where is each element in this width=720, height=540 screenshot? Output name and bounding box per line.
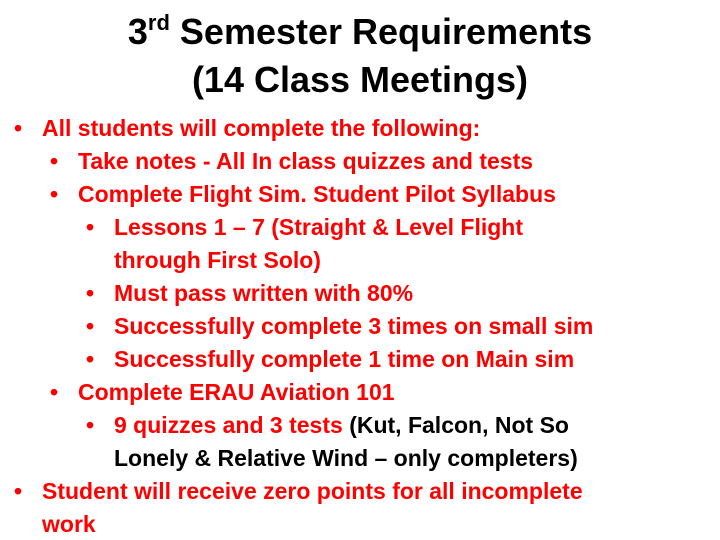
- list-item-lessons-continued: through First Solo): [114, 247, 321, 273]
- bullet-icon: •: [50, 379, 59, 405]
- bullet-icon: •: [86, 412, 95, 438]
- bullet-icon: •: [14, 478, 23, 504]
- quizzes-text: 9 quizzes and 3 tests: [114, 412, 343, 438]
- list-item-quizzes: [114, 409, 569, 442]
- list-item-main-sim: Successfully complete 1 time on Main sim: [114, 346, 575, 372]
- bullet-icon: •: [86, 346, 95, 372]
- list-item-small-sim: Successfully complete 3 times on small sim: [114, 313, 594, 339]
- list-item-erau: Complete ERAU Aviation 101: [78, 379, 395, 405]
- list-item-zero-points-continued: work: [42, 511, 96, 537]
- title-main-text: Semester Requirements: [169, 11, 593, 52]
- slide-title: [0, 8, 720, 104]
- bullet-icon: •: [86, 313, 95, 339]
- list-item-all-students: All students will complete the following:: [42, 115, 481, 141]
- title-line-1: [0, 8, 720, 56]
- title-ordinal-number: 3: [127, 11, 148, 52]
- title-line-2: (14 Class Meetings): [191, 59, 529, 100]
- title-ordinal-suffix: rd: [147, 10, 170, 35]
- bullet-icon: •: [86, 214, 95, 240]
- bullet-icon: •: [50, 181, 59, 207]
- list-item-lessons: Lessons 1 – 7 (Straight & Level Flight: [114, 214, 523, 240]
- list-item-flight-sim: Complete Flight Sim. Student Pilot Syllabus: [78, 181, 556, 207]
- bullet-icon: •: [86, 280, 95, 306]
- list-item-quizzes-continued: Lonely & Relative Wind – only completers): [114, 445, 578, 471]
- bullet-icon: •: [14, 115, 23, 141]
- list-item-take-notes: Take notes - All In class quizzes and tests: [78, 148, 534, 174]
- quizzes-names-text: (Kut, Falcon, Not So: [342, 412, 569, 438]
- list-item-written: Must pass written with 80%: [114, 280, 414, 306]
- list-item-zero-points: Student will receive zero points for all incomplete: [42, 478, 583, 504]
- bullet-icon: •: [50, 148, 59, 174]
